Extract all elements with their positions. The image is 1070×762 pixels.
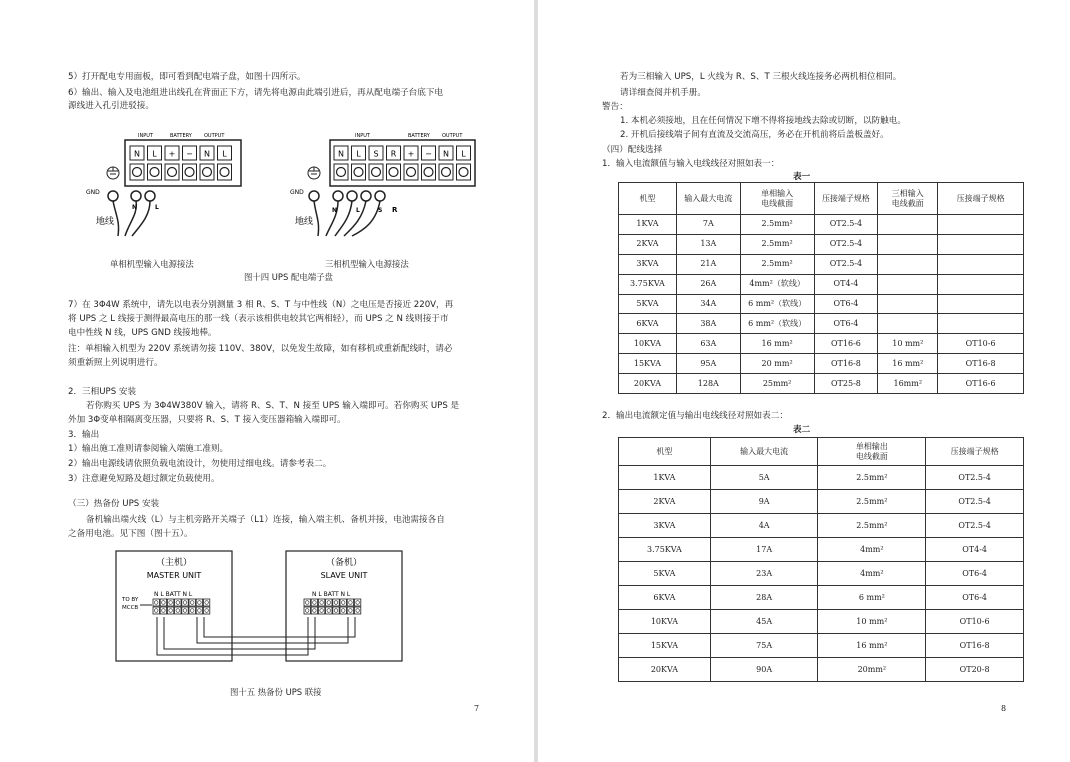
slave-screw-0-2 <box>320 601 324 605</box>
t1-cell: 7A <box>676 215 740 235</box>
three-terminal-label-4: + <box>407 149 415 159</box>
t1-cell: OT25-8 <box>814 374 878 394</box>
master-cell-1-5 <box>189 607 195 614</box>
t1-header-3: 压接端子规格 <box>814 183 878 215</box>
t2-cell: OT6-4 <box>926 562 1024 586</box>
output-rule-1: 1）输出施工准则请参阅输入端施工准则。 <box>68 444 229 454</box>
slave-terminal-block <box>304 599 361 614</box>
wire-n-3p: N <box>332 207 338 214</box>
battery-label-3p: BATTERY <box>408 133 430 139</box>
input-label-3p: INPUT <box>355 133 370 139</box>
t2-cell: OT20-8 <box>926 658 1024 682</box>
master-screw-0-6 <box>198 601 202 605</box>
single-terminal-label-2: + <box>168 149 176 159</box>
t2-header-2: 单相输出 电线截面 <box>818 438 926 466</box>
slave-screw-1-1 <box>313 609 317 613</box>
t2-cell: 6KVA <box>619 586 711 610</box>
t2-cell: 90A <box>710 658 818 682</box>
section-three-phase-heading: 2．三相UPS 安装 <box>68 387 137 397</box>
master-screw-1-2 <box>169 609 173 613</box>
t1-cell: 5KVA <box>619 294 677 314</box>
master-cell-1-4 <box>182 607 188 614</box>
three-phase-note: 若为三相输入 UPS，L 火线为 R、S、T 三根火线连接务必两机相位相同。 <box>620 72 902 82</box>
three-terminal-label-1: L <box>356 149 361 159</box>
t1-cell: 26A <box>676 274 740 294</box>
t1-cell <box>878 254 938 274</box>
master-screw-1-5 <box>190 609 194 613</box>
three-screw-icon-4 <box>407 168 416 177</box>
t2-cell: 2.5mm² <box>818 514 926 538</box>
step-6-line1: 6）输出、输入及电池组进出线孔在背面正下方，请先将电源由此端引进后，再从配电端子台底下电 <box>68 88 444 98</box>
t1-cell: 25mm² <box>740 374 814 394</box>
master-screw-0-4 <box>183 601 187 605</box>
master-cell-0-3 <box>175 599 181 606</box>
table-row <box>619 274 1024 294</box>
three-phase-wires <box>309 191 385 236</box>
t2-cell: 28A <box>710 586 818 610</box>
table-row <box>619 294 1024 314</box>
t1-cell: 10KVA <box>619 334 677 354</box>
page-number-8: 8 <box>1001 704 1007 713</box>
single-terminal-label-5: L <box>222 149 227 159</box>
t2-cell: 23A <box>710 562 818 586</box>
master-cn: （主机） <box>155 558 193 568</box>
single-terminal-label-0: N <box>134 149 140 159</box>
t2-cell: 2KVA <box>619 490 711 514</box>
table-row <box>619 634 1024 658</box>
three-terminal-label-5: − <box>425 149 432 159</box>
step-7-line3: 电中性线 N 线，UPS GND 线接地棒。 <box>68 328 217 338</box>
table-row <box>619 562 1024 586</box>
single-terminal-label-4: N <box>204 149 210 159</box>
hot-backup-line2: 之备用电池。见下图（图十五）。 <box>68 529 193 539</box>
slave-screw-0-1 <box>313 601 317 605</box>
t1-cell <box>938 294 1024 314</box>
slave-cell-0-6 <box>347 599 353 606</box>
t1-cell: 10 mm² <box>878 334 938 354</box>
single-terminal-label-1: L <box>152 149 157 159</box>
slave-screw-1-6 <box>349 609 353 613</box>
table-row <box>619 586 1024 610</box>
output-rule-3: 3）注意避免短路及超过额定负载使用。 <box>68 474 220 484</box>
table-row <box>619 514 1024 538</box>
table-1-input-wiring <box>618 182 1024 394</box>
slave-cell-1-4 <box>333 607 339 614</box>
t2-cell: 45A <box>710 610 818 634</box>
three-phase-terminal-block <box>330 133 475 186</box>
three-screw-icon-5 <box>424 168 433 177</box>
master-screw-1-6 <box>198 609 202 613</box>
master-cell-1-0 <box>153 607 159 614</box>
t1-cell <box>938 254 1024 274</box>
t1-cell: 15KVA <box>619 354 677 374</box>
t1-cell <box>878 215 938 235</box>
slave-cell-0-3 <box>326 599 332 606</box>
t2-cell: 3.75KVA <box>619 538 711 562</box>
master-cell-1-2 <box>167 607 173 614</box>
slave-cell-0-4 <box>333 599 339 606</box>
single-phase-terminal-block <box>125 133 241 186</box>
t1-cell: 20 mm² <box>740 354 814 374</box>
three-terminal-label-6: N <box>443 149 449 159</box>
earth-label-single: 地线 <box>96 217 115 227</box>
t2-cell: OT6-4 <box>926 586 1024 610</box>
t1-cell: OT6-4 <box>814 294 878 314</box>
slave-cell-0-5 <box>340 599 346 606</box>
t2-cell: 20mm² <box>818 658 926 682</box>
three-terminal-label-0: N <box>338 149 344 159</box>
mccb-label: MCCB <box>122 605 139 611</box>
slave-cell-0-7 <box>354 599 360 606</box>
table-row <box>619 354 1024 374</box>
t2-cell: 75A <box>710 634 818 658</box>
t2-header-1: 输入最大电流 <box>710 438 818 466</box>
step-7-line1: 7）在 3Φ4W 系统中，请先以电表分别测量 3 相 R、S、T 与中性线（N）之电压是否接近 220V，再 <box>68 300 454 310</box>
slave-screw-1-7 <box>356 609 360 613</box>
master-screw-0-7 <box>205 601 209 605</box>
table-row <box>619 538 1024 562</box>
table-row <box>619 658 1024 682</box>
slave-en: SLAVE UNIT <box>320 571 368 580</box>
t1-cell: OT4-4 <box>814 274 878 294</box>
table-1-intro: 1．输入电流额值与输入电线线径对照如表一： <box>602 159 780 169</box>
output-label-3p: OUTPUT <box>442 133 463 139</box>
master-cell-0-7 <box>203 599 209 606</box>
t1-cell: 21A <box>676 254 740 274</box>
t1-cell: 13A <box>676 234 740 254</box>
master-cell-0-5 <box>189 599 195 606</box>
table-row <box>619 254 1024 274</box>
master-terminal-block <box>153 599 210 614</box>
table-row <box>619 374 1024 394</box>
t1-cell: OT6-4 <box>814 314 878 334</box>
t1-cell: 16 mm² <box>878 354 938 374</box>
t1-cell: OT16-6 <box>814 334 878 354</box>
figure-14-caption: 图十四 UPS 配电端子盘 <box>244 272 333 282</box>
t1-cell: 34A <box>676 294 740 314</box>
t2-cell: 2.5mm² <box>818 466 926 490</box>
table-2-intro: 2．输出电流额定值与输出电线线径对照如表二： <box>602 411 788 421</box>
t1-cell <box>878 274 938 294</box>
master-cell-1-1 <box>160 607 166 614</box>
three-screw-icon-3 <box>389 168 398 177</box>
wire-r-3p: R <box>392 206 398 214</box>
t1-cell: 2KVA <box>619 234 677 254</box>
step-5: 5）打开配电专用面板，即可看到配电端子盘，如图十四所示。 <box>68 72 306 82</box>
t1-header-2: 单相输入 电线截面 <box>740 183 814 215</box>
master-screw-1-1 <box>162 609 166 613</box>
master-cell-1-3 <box>175 607 181 614</box>
slave-cell-1-3 <box>326 607 332 614</box>
t1-cell <box>878 294 938 314</box>
t1-header-0: 机型 <box>619 183 677 215</box>
slave-screw-0-6 <box>349 601 353 605</box>
t1-header-4: 三相输入 电线截面 <box>878 183 938 215</box>
ground-icon-3p <box>308 167 320 179</box>
slave-screw-0-5 <box>341 601 345 605</box>
t2-cell: OT2.5-4 <box>926 466 1024 490</box>
t2-cell: OT2.5-4 <box>926 514 1024 538</box>
t2-cell: 4mm² <box>818 562 926 586</box>
single-screw-icon-4 <box>203 168 212 177</box>
t1-cell <box>938 274 1024 294</box>
master-screw-0-2 <box>169 601 173 605</box>
page-left <box>0 0 534 762</box>
single-terminal-label-3: − <box>186 149 193 159</box>
step-7-line2: 将 UPS 之 L 线接于测得最高电压的那一线（表示该相供电较其它两相轻），而 UPS 之 N 线则接于市 <box>68 314 449 324</box>
table-1-title: 表一 <box>793 172 811 182</box>
master-cell-0-0 <box>153 599 159 606</box>
slave-cell-0-1 <box>311 599 317 606</box>
slave-cell-1-5 <box>340 607 346 614</box>
hot-backup-line1: 备机输出端火线（L）与主机旁路开关端子（L1）连接，输入端主机、备机并接，电池需接各自 <box>86 515 445 525</box>
t1-cell: OT2.5-4 <box>814 254 878 274</box>
t2-cell: 16 mm² <box>818 634 926 658</box>
master-screw-1-4 <box>183 609 187 613</box>
t1-cell: 16 mm² <box>740 334 814 354</box>
t1-cell: 1KVA <box>619 215 677 235</box>
slave-cn: （备机） <box>325 558 363 568</box>
master-screw-1-0 <box>154 609 158 613</box>
three-screw-icon-2 <box>372 168 381 177</box>
master-cell-0-2 <box>167 599 173 606</box>
master-screw-0-0 <box>154 601 158 605</box>
parallel-manual-note: 请详细查阅并机手册。 <box>620 88 706 98</box>
warning-1: 1. 本机必须接地，且在任何情况下增不得将接地线去除或切断，以防触电。 <box>620 116 906 126</box>
t1-cell <box>938 314 1024 334</box>
slave-cell-1-2 <box>318 607 324 614</box>
master-cell-1-7 <box>203 607 209 614</box>
single-screw-icon-5 <box>220 168 229 177</box>
three-screw-icon-0 <box>337 168 346 177</box>
slave-cell-0-2 <box>318 599 324 606</box>
t1-cell: OT16-6 <box>938 374 1024 394</box>
t1-cell: 3.75KVA <box>619 274 677 294</box>
t2-cell: 17A <box>710 538 818 562</box>
t1-cell: 3KVA <box>619 254 677 274</box>
t2-cell: 3KVA <box>619 514 711 538</box>
slave-screw-1-4 <box>334 609 338 613</box>
t1-cell: 2.5mm² <box>740 254 814 274</box>
t2-cell: 5KVA <box>619 562 711 586</box>
table-row <box>619 314 1024 334</box>
t1-cell <box>878 314 938 334</box>
slave-cell-1-6 <box>347 607 353 614</box>
gnd-label: GND <box>86 189 100 196</box>
t1-cell: OT16-8 <box>938 354 1024 374</box>
three-phase-line1: 若你购买 UPS 为 3Φ4W380V 输入，请将 R、S、T、N 接至 UPS 输入端即可。若你购买 UPS 是 <box>86 401 460 411</box>
table-2-output-wiring <box>618 437 1024 682</box>
table-2-title: 表二 <box>793 425 811 435</box>
slave-screw-0-0 <box>305 601 309 605</box>
three-terminal-label-2: S <box>373 149 379 159</box>
earth-label-3p: 地线 <box>295 217 314 227</box>
t2-cell: 20KVA <box>619 658 711 682</box>
wiring-selection-heading: （四）配线选择 <box>602 145 663 155</box>
t2-cell: 2.5mm² <box>818 490 926 514</box>
table-row <box>619 234 1024 254</box>
t2-cell: 6 mm² <box>818 586 926 610</box>
single-screw-icon-1 <box>150 168 159 177</box>
single-screw-icon-2 <box>168 168 177 177</box>
slave-cell-0-0 <box>304 599 310 606</box>
master-cell-0-1 <box>160 599 166 606</box>
battery-label: BATTERY <box>170 133 192 139</box>
single-screw-icon-3 <box>185 168 194 177</box>
three-terminal-label-7: L <box>461 149 466 159</box>
t1-cell: 38A <box>676 314 740 334</box>
warning-2: 2. 开机后接线端子间有直流及交流高压，务必在开机前将后盖板盖好。 <box>620 130 889 140</box>
figure-14-terminal-diagram <box>80 126 490 276</box>
figure-15-hot-backup-diagram <box>110 545 450 673</box>
note-line1: 注：单相输入机型为 220V 系统请勿接 110V、380V，以免发生故障，如有移机或重新配线时，请必 <box>68 344 453 354</box>
single-screw-icon-0 <box>133 168 142 177</box>
single-phase-wires <box>108 191 155 236</box>
slave-screw-0-4 <box>334 601 338 605</box>
t2-cell: 10KVA <box>619 610 711 634</box>
wire-n-label: N <box>132 204 138 211</box>
t1-cell: 95A <box>676 354 740 374</box>
t1-cell: 16mm² <box>878 374 938 394</box>
table-row <box>619 490 1024 514</box>
t2-cell: OT16-8 <box>926 634 1024 658</box>
t1-header-1: 输入最大电流 <box>676 183 740 215</box>
master-en: MASTER UNIT <box>146 571 202 580</box>
t2-header-0: 机型 <box>619 438 711 466</box>
master-cell-0-6 <box>196 599 202 606</box>
slave-cell-1-0 <box>304 607 310 614</box>
t2-cell: OT4-4 <box>926 538 1024 562</box>
slave-terminal-labels: N L BATT N L <box>312 591 351 598</box>
master-cell-1-6 <box>196 607 202 614</box>
note-line2: 须重新照上列说明进行。 <box>68 358 163 368</box>
t1-cell: 2.5mm² <box>740 215 814 235</box>
hot-backup-heading: （三）热备份 UPS 安装 <box>68 499 160 509</box>
t2-header-3: 压接端子规格 <box>926 438 1024 466</box>
caption-three-phase: 三相机型输入电源接法 <box>325 259 409 269</box>
master-screw-0-3 <box>176 601 180 605</box>
three-screw-icon-7 <box>459 168 468 177</box>
master-screw-1-7 <box>205 609 209 613</box>
t1-cell: 6 mm²（软线） <box>740 314 814 334</box>
wire-l-3p: L <box>356 207 360 214</box>
slave-cell-1-7 <box>354 607 360 614</box>
table-row <box>619 215 1024 235</box>
t1-cell: 4mm²（软线） <box>740 274 814 294</box>
three-terminal-label-3: R <box>390 149 397 159</box>
gnd-label-3p: GND <box>290 189 304 196</box>
t2-cell: OT2.5-4 <box>926 490 1024 514</box>
t1-cell: OT2.5-4 <box>814 215 878 235</box>
t2-cell: 4mm² <box>818 538 926 562</box>
slave-screw-1-2 <box>320 609 324 613</box>
t1-cell: 6 mm²（软线） <box>740 294 814 314</box>
page-number-7: 7 <box>474 704 480 713</box>
slave-screw-1-0 <box>305 609 309 613</box>
caption-single-phase: 单相机型输入电源接法 <box>110 259 194 269</box>
master-screw-0-5 <box>190 601 194 605</box>
three-screw-icon-1 <box>354 168 363 177</box>
to-by-label: TO BY <box>122 597 139 603</box>
wire-s-3p: S <box>378 207 383 214</box>
slave-screw-0-7 <box>356 601 360 605</box>
interconnect-wires <box>140 605 355 655</box>
output-label: OUTPUT <box>204 133 225 139</box>
t1-cell <box>938 234 1024 254</box>
slave-screw-1-5 <box>341 609 345 613</box>
t2-cell: 5A <box>710 466 818 490</box>
warning-heading: 警告： <box>602 102 628 112</box>
output-rule-2: 2）输出电源线请依照负载电流设计，勿使用过细电线。请参考表二。 <box>68 459 332 469</box>
slave-cell-1-1 <box>311 607 317 614</box>
master-terminal-labels: N L BATT N L <box>154 591 193 598</box>
t1-cell: 20KVA <box>619 374 677 394</box>
t2-cell: 4A <box>710 514 818 538</box>
ground-icon <box>107 167 119 179</box>
table-row <box>619 610 1024 634</box>
t1-cell <box>878 234 938 254</box>
t1-cell: OT10-6 <box>938 334 1024 354</box>
t2-cell: 10 mm² <box>818 610 926 634</box>
t1-cell: 2.5mm² <box>740 234 814 254</box>
table-row <box>619 334 1024 354</box>
t2-cell: 15KVA <box>619 634 711 658</box>
input-label: INPUT <box>138 133 153 139</box>
step-6-line2: 源线进入孔引进驳接。 <box>68 101 154 111</box>
master-screw-0-1 <box>162 601 166 605</box>
master-cell-0-4 <box>182 599 188 606</box>
slave-screw-0-3 <box>327 601 331 605</box>
t2-cell: 9A <box>710 490 818 514</box>
t1-cell: 6KVA <box>619 314 677 334</box>
three-screw-icon-6 <box>442 168 451 177</box>
page-right <box>538 0 1070 762</box>
t1-cell: OT16-8 <box>814 354 878 374</box>
t1-cell: 128A <box>676 374 740 394</box>
figure-15-caption: 图十五 热备份 UPS 联接 <box>230 687 322 697</box>
section-output-heading: 3．输出 <box>68 430 100 440</box>
t1-cell: OT2.5-4 <box>814 234 878 254</box>
master-screw-1-3 <box>176 609 180 613</box>
t1-cell: 63A <box>676 334 740 354</box>
wire-l-label: L <box>155 204 159 211</box>
t2-cell: 1KVA <box>619 466 711 490</box>
t1-cell <box>938 215 1024 235</box>
table-row <box>619 466 1024 490</box>
slave-screw-1-3 <box>327 609 331 613</box>
three-phase-line2: 外加 3Φ变单相隔离变压器，只要将 R、S、T 接入变压器箱输入端即可。 <box>68 415 346 425</box>
t2-cell: OT10-6 <box>926 610 1024 634</box>
t1-header-5: 压接端子规格 <box>938 183 1024 215</box>
